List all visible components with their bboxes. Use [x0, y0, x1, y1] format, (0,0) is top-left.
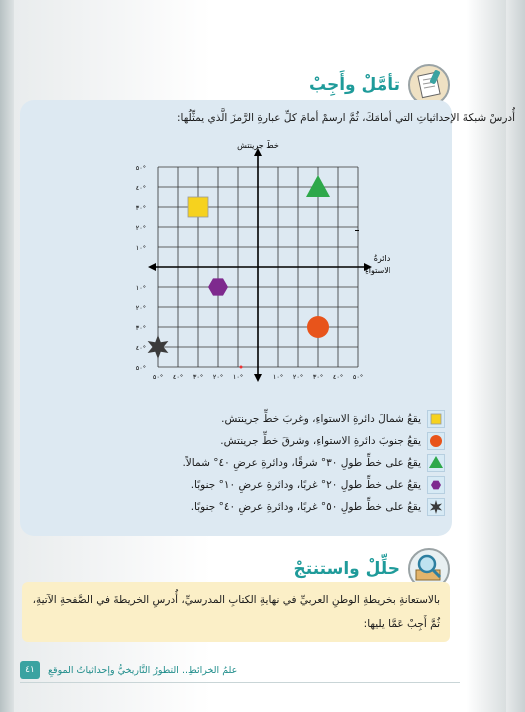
section-title: تأمَّلْ وأَجِبْ: [308, 75, 400, 95]
x-tick-label: ١٠°: [232, 373, 244, 381]
statement-row: [115, 452, 445, 474]
y-tick-label: ٣٠°: [135, 204, 146, 212]
circle-marker: [430, 435, 442, 447]
hexagon-marker: [208, 278, 228, 295]
red-dot: [240, 366, 243, 369]
star-icon: [427, 498, 445, 516]
circle-marker: [307, 316, 329, 338]
y-tick-label: ٥٠°: [135, 364, 146, 372]
y-tick-label: ٤٠°: [135, 344, 146, 352]
x-tick-label: ١٠°: [272, 373, 284, 381]
y-tick-label: ٢٠°: [135, 304, 146, 312]
y-tick-label: ٢٠°: [135, 224, 146, 232]
y-tick-label: ١٠°: [135, 284, 146, 292]
instruction-text: أُدرسْ شبكةَ الإحداثياتِ التي أمامَكَ، ثُمَّ ارسمْ أمامَ كلِّ عبارةِ الرَّمزَ الَّذي يمثِّلُها:: [176, 112, 515, 124]
statement-text: يقعُ جنوبَ دائرةِ الاستواءِ، وشرقَ خطِّ جرينتش.: [220, 435, 421, 447]
x-tick-label: ٤٠°: [172, 373, 184, 381]
footer: [20, 661, 237, 679]
y-tick-label: ١٠°: [135, 244, 146, 252]
square-icon: [427, 410, 445, 428]
page-edge: [506, 0, 525, 712]
statement-row: [115, 430, 445, 452]
x-tick-label: ٥٠°: [352, 373, 364, 381]
section-title-2: حلِّلْ واستنتجْ: [293, 559, 400, 579]
statement-text: يقعُ على خطِّ طولِ ٥٠° غربًا، ودائرةِ عرضِ ٤٠° جنوبًا.: [190, 501, 421, 513]
task-box: [22, 582, 450, 642]
footer-title: علمُ الخرائطِ.. التطورُ التَّاريخيُّ وإحداثياتُ الموقعِ: [48, 664, 238, 676]
footer-rule: [20, 682, 460, 683]
statement-text: يقعُ على خطِّ طولِ ٢٠° غربًا، ودائرةِ عرضِ ١٠° جنوبًا.: [190, 479, 421, 491]
page-binding-shadow: [0, 0, 14, 712]
statement-row: [115, 496, 445, 518]
statement-row: [115, 408, 445, 430]
statement-row: [115, 474, 445, 496]
x-tick-label: ٢٠°: [212, 373, 224, 381]
task-text: بالاستعانةِ بخريطةِ الوطنِ العربيِّ في نهايةِ الكتابِ المدرسيِّ، أُدرسِ الخريطةَ في الصَّفحةِ الآتيةِ، ثُمَّ أَجِبْ عَمَّا يليها:: [32, 594, 440, 630]
statement-text: يقعُ شمالَ دائرةِ الاستواءِ، وغربَ خطِّ جرينتش.: [221, 413, 421, 425]
x-tick-label: ٣٠°: [312, 373, 324, 381]
x-axis-label: دائرةُ: [373, 254, 390, 263]
star-marker: [430, 500, 442, 514]
x-tick-label: ٢٠°: [292, 373, 304, 381]
triangle-icon: [427, 454, 445, 472]
hexagon-icon: [427, 476, 445, 494]
y-tick-label: ٤٠°: [135, 184, 146, 192]
page-number: ٤١: [20, 661, 40, 679]
y-tick-label: ٥٠°: [135, 164, 146, 172]
triangle-marker: [306, 175, 330, 197]
square-marker: [188, 197, 208, 217]
circle-icon: [427, 432, 445, 450]
hexagon-marker: [431, 481, 441, 490]
square-marker: [431, 414, 441, 424]
stray-mark: [355, 230, 359, 231]
coordinate-grid: [120, 140, 390, 390]
x-tick-label: ٠: [256, 373, 260, 381]
x-tick-label: ٤٠°: [332, 373, 344, 381]
y-axis-label: خطُّ جرينتش: [237, 141, 279, 150]
triangle-marker: [429, 456, 443, 468]
statement-text: يقعُ على خطِّ طولِ ٣٠° شرقًا، ودائرةِ عرضِ ٤٠° شمالاً.: [182, 457, 421, 469]
x-arrow-left: [148, 263, 156, 271]
y-tick-label: ٣٠°: [135, 324, 146, 332]
x-tick-label: ٣٠°: [192, 373, 204, 381]
grid-svg: [120, 140, 390, 390]
x-axis-label: الاستواءِ: [364, 266, 390, 275]
statements-list: [115, 408, 445, 518]
x-tick-label: ٥٠°: [152, 373, 164, 381]
